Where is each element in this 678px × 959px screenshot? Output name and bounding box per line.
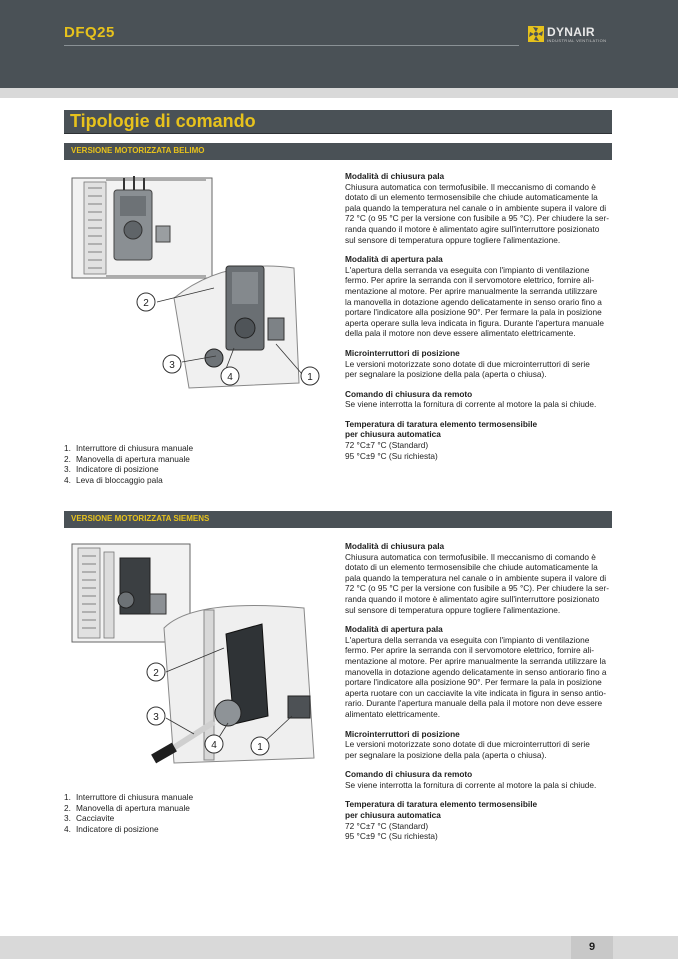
block-title: Temperatura di taratura elemento termosensibile: [345, 799, 538, 810]
callout-3: 3: [153, 712, 159, 723]
legend-item: 2. Manovella di apertura manuale: [64, 802, 190, 813]
page-number: 9: [588, 941, 596, 953]
siemens-legend: [64, 792, 193, 834]
section-heading-text: VERSIONE MOTORIZZATA BELIMO: [71, 146, 205, 155]
block-microswitch: Microinterruttori di posizione Le versioni motorizzate sono dotate di due microinterruttori di serie per segnalare la posizione della pala (aperta o chiusa).: [345, 729, 613, 761]
block-title: Comando di chiusura da remoto: [345, 388, 473, 399]
block-title: Microinterruttori di posizione: [345, 347, 460, 358]
section-heading-text: VERSIONE MOTORIZZATA SIEMENS: [71, 514, 210, 523]
belimo-text: [345, 171, 613, 470]
section-heading-belimo: [64, 143, 612, 160]
callout-4: 4: [227, 372, 233, 383]
block-temperature: Temperatura di taratura elemento termosensibile per chiusura automatica 72 °C±7 °C (Standard) 95 °C±9 °C (Su richiesta): [345, 799, 613, 841]
block-subtitle: per chiusura automatica: [345, 429, 441, 440]
legend-item: 3. Cacciavite: [64, 813, 115, 824]
legend-item: 4. Indicatore di posizione: [64, 823, 159, 834]
legend-item: 1. Interruttore di chiusura manuale: [64, 443, 194, 453]
callout-1: 1: [257, 742, 263, 753]
legend-item: 2. Manovella di apertura manuale: [64, 453, 190, 464]
block-closing: Modalità di chiusura pala Chiusura automatica con termofusibile. Il meccanismo di comando è dotato di un elemento termosensibile che chiude automaticamente la pala quando la temperatura nel canale o in ambiente supera il valore di 72 °C (o 95 °C per la versione con fusibile a 95 °C). Per chiudere la ser- randa quando il motore è alimentato agire sull'interruttore posizionato sul sensore di temperatura oppure togliere l'alimentazione.: [345, 171, 613, 245]
page-title: Tipologie di comando: [70, 111, 256, 131]
callout-3: 3: [169, 360, 175, 371]
block-title: Temperatura di taratura elemento termosensibile: [345, 418, 538, 429]
block-opening: Modalità di apertura pala L'apertura della serranda va eseguita con l'impianto di ventilazione fermo. Per aprire la serranda con il servomotore elettrico, fornire ali- mentazione al motore. Per aprire manualmente la serranda utilizzare la manovella in dotazione agendo delicatamente in senso orario fino a portare l'indicatore alla posizione 90°. Per fermare la pala in posizione aperta operare sulla leva indicata in figura. Durante l'apertura manuale della pala il motore non deve essere alimentato elettricamente.: [345, 254, 613, 339]
block-title: Comando di chiusura da remoto: [345, 769, 473, 780]
header-strip: [0, 88, 678, 98]
belimo-legend: [64, 443, 193, 485]
model-code: DFQ25: [64, 24, 115, 41]
siemens-illustration: [64, 538, 334, 778]
legend-item: 1. Interruttore di chiusura manuale: [64, 792, 194, 802]
fan-icon: [528, 26, 544, 42]
header-rule: [64, 45, 519, 46]
block-opening: Modalità di apertura pala L'apertura della serranda va eseguita con l'impianto di ventilazione fermo. Per aprire la serranda con il servomotore elettrico, fornire ali- mentazione al motore. Per aprire manualmente la serranda utilizzare la manovella in dotazione agendo delicatamente in senso antiorario fino a portare l'indicatore alla posizione 90°. Per fermare la pala in posizione aperta ruotare con un cacciavite la vite indicata in figura in senso antio- rario. Durante l'apertura manuale della pala il motore non deve essere alimentato elettricamente.: [345, 624, 613, 719]
block-title: Modalità di apertura pala: [345, 624, 443, 635]
brand-name: DYNAIR: [547, 25, 595, 39]
page-title-bar: [64, 110, 612, 134]
belimo-illustration: [64, 168, 334, 413]
callout-2: 2: [143, 298, 149, 309]
legend-item: 4. Leva di bloccaggio pala: [64, 474, 163, 485]
block-title: Modalità di chiusura pala: [345, 541, 445, 551]
callout-4: 4: [211, 740, 217, 751]
block-closing: Modalità di chiusura pala Chiusura automatica con termofusibile. Il meccanismo di comando è dotato di un elemento termosensibile che chiude automaticamente la pala quando la temperatura nel canale o in ambiente supera il valore di 72 °C (o 95 °C per la versione con fusibile a 95 °C). Per chiudere la ser- randa quando il motore è alimentato agire sull'interruttore posizionato sul sensore di temperatura oppure togliere l'alimentazione.: [345, 541, 613, 615]
block-microswitch: Microinterruttori di posizione Le versioni motorizzate sono dotate di due microinterruttori di serie per segnalare la posizione della pala (aperta o chiusa).: [345, 348, 613, 380]
section-heading-siemens: [64, 511, 612, 528]
block-remote: Comando di chiusura da remoto Se viene interrotta la fornitura di corrente al motore la pala si chiude.: [345, 389, 613, 410]
block-title: Microinterruttori di posizione: [345, 728, 460, 739]
callout-1: 1: [307, 372, 313, 383]
block-temperature: Temperatura di taratura elemento termosensibile per chiusura automatica 72 °C±7 °C (Standard) 95 °C±9 °C (Su richiesta): [345, 419, 613, 461]
siemens-text: [345, 541, 613, 851]
block-title: Modalità di chiusura pala: [345, 171, 445, 181]
block-subtitle: per chiusura automatica: [345, 810, 441, 821]
block-remote: Comando di chiusura da remoto Se viene interrotta la fornitura di corrente al motore la pala si chiude.: [345, 769, 613, 790]
brand-logo: [528, 25, 620, 45]
page-number-box: [571, 936, 613, 959]
block-title: Modalità di apertura pala: [345, 254, 443, 265]
brand-tagline: INDUSTRIAL VENTILATION: [547, 38, 607, 43]
callout-2: 2: [153, 668, 159, 679]
legend-item: 3. Indicatore di posizione: [64, 464, 159, 475]
